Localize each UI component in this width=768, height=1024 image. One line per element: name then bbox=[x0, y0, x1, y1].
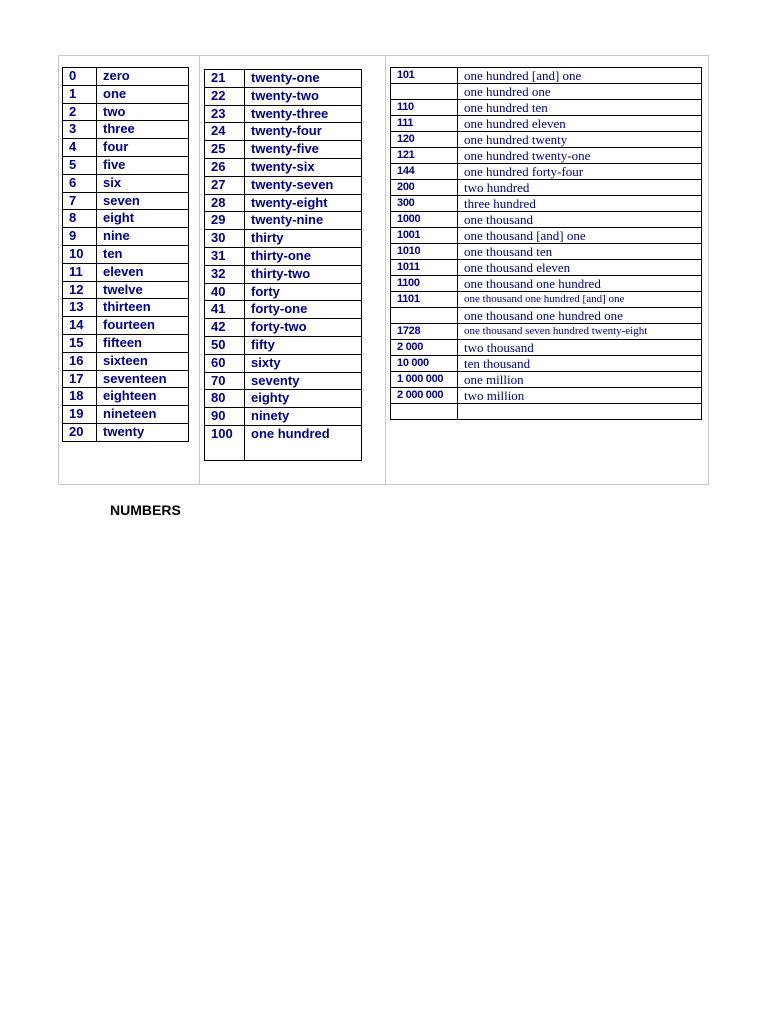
word-cell bbox=[458, 404, 702, 420]
number-cell: 13 bbox=[63, 299, 97, 317]
number-cell: 101 bbox=[391, 68, 458, 84]
word-cell: twenty-three bbox=[245, 105, 362, 123]
number-cell: 17 bbox=[63, 370, 97, 388]
word-cell: one hundred forty-four bbox=[458, 164, 702, 180]
word-cell: eight bbox=[97, 210, 189, 228]
number-cell: 10 000 bbox=[391, 356, 458, 372]
word-cell: one thousand one hundred one bbox=[458, 308, 702, 324]
number-cell: 80 bbox=[205, 390, 245, 408]
table-row bbox=[391, 116, 702, 132]
table-row bbox=[63, 139, 189, 157]
word-cell: twenty-one bbox=[245, 70, 362, 88]
table-row bbox=[205, 301, 362, 319]
word-cell: twenty-five bbox=[245, 141, 362, 159]
word-cell: ninety bbox=[245, 408, 362, 426]
table-row bbox=[63, 370, 189, 388]
word-cell: two hundred bbox=[458, 180, 702, 196]
table-row bbox=[391, 292, 702, 308]
number-cell: 30 bbox=[205, 230, 245, 248]
word-cell: eleven bbox=[97, 263, 189, 281]
table-row bbox=[205, 212, 362, 230]
numbers-table-0-20 bbox=[62, 67, 189, 442]
number-cell: 1000 bbox=[391, 212, 458, 228]
table-row bbox=[63, 85, 189, 103]
word-cell: twenty-six bbox=[245, 158, 362, 176]
word-cell: five bbox=[97, 156, 189, 174]
number-cell: 27 bbox=[205, 176, 245, 194]
word-cell: twenty-four bbox=[245, 123, 362, 141]
word-cell: thirty-two bbox=[245, 265, 362, 283]
number-cell: 21 bbox=[205, 70, 245, 88]
table-row bbox=[391, 244, 702, 260]
word-cell: one hundred bbox=[245, 425, 362, 460]
table-row bbox=[63, 281, 189, 299]
word-cell: one thousand seven hundred twenty-eight bbox=[458, 324, 702, 340]
word-cell: one hundred one bbox=[458, 84, 702, 100]
table-row bbox=[63, 352, 189, 370]
number-cell: 5 bbox=[63, 156, 97, 174]
table-row bbox=[205, 390, 362, 408]
page-title: NUMBERS bbox=[110, 502, 181, 518]
table-row bbox=[63, 388, 189, 406]
table-row bbox=[63, 192, 189, 210]
number-cell: 14 bbox=[63, 317, 97, 335]
number-cell: 121 bbox=[391, 148, 458, 164]
table-row bbox=[63, 68, 189, 86]
number-cell: 100 bbox=[205, 425, 245, 460]
table-row bbox=[391, 164, 702, 180]
word-cell: fifty bbox=[245, 336, 362, 354]
word-cell: one thousand [and] one bbox=[458, 228, 702, 244]
number-cell: 16 bbox=[63, 352, 97, 370]
table-row bbox=[63, 228, 189, 246]
word-cell: seventy bbox=[245, 372, 362, 390]
table-row bbox=[63, 245, 189, 263]
number-cell: 18 bbox=[63, 388, 97, 406]
table-row bbox=[391, 276, 702, 292]
number-cell: 111 bbox=[391, 116, 458, 132]
number-cell: 32 bbox=[205, 265, 245, 283]
number-cell: 7 bbox=[63, 192, 97, 210]
table-row bbox=[205, 230, 362, 248]
numbers-table-21-100 bbox=[204, 69, 362, 461]
table-row bbox=[205, 265, 362, 283]
word-cell: fifteen bbox=[97, 334, 189, 352]
table-row bbox=[205, 336, 362, 354]
number-cell: 10 bbox=[63, 245, 97, 263]
number-cell bbox=[391, 308, 458, 324]
number-cell bbox=[391, 84, 458, 100]
word-cell: one thousand eleven bbox=[458, 260, 702, 276]
word-cell: forty-two bbox=[245, 319, 362, 337]
number-cell: 12 bbox=[63, 281, 97, 299]
number-cell: 1101 bbox=[391, 292, 458, 308]
table-row bbox=[205, 194, 362, 212]
table-row bbox=[391, 212, 702, 228]
table-row bbox=[63, 121, 189, 139]
table-row bbox=[391, 308, 702, 324]
table-row bbox=[391, 100, 702, 116]
table-row bbox=[391, 148, 702, 164]
word-cell: twenty-two bbox=[245, 87, 362, 105]
number-cell: 120 bbox=[391, 132, 458, 148]
number-cell: 200 bbox=[391, 180, 458, 196]
word-cell: one thousand one hundred [and] one bbox=[458, 292, 702, 308]
word-cell: four bbox=[97, 139, 189, 157]
word-cell: two thousand bbox=[458, 340, 702, 356]
number-cell: 144 bbox=[391, 164, 458, 180]
word-cell: sixteen bbox=[97, 352, 189, 370]
table-row bbox=[391, 228, 702, 244]
number-cell: 1001 bbox=[391, 228, 458, 244]
number-cell: 26 bbox=[205, 158, 245, 176]
word-cell: twenty-nine bbox=[245, 212, 362, 230]
table-row bbox=[205, 176, 362, 194]
number-cell: 23 bbox=[205, 105, 245, 123]
number-cell: 24 bbox=[205, 123, 245, 141]
word-cell: forty bbox=[245, 283, 362, 301]
table-row bbox=[391, 404, 702, 420]
number-cell: 28 bbox=[205, 194, 245, 212]
table-row bbox=[205, 87, 362, 105]
word-cell: one hundred twenty-one bbox=[458, 148, 702, 164]
number-cell: 60 bbox=[205, 354, 245, 372]
table-row bbox=[63, 317, 189, 335]
number-cell: 70 bbox=[205, 372, 245, 390]
table-row bbox=[205, 319, 362, 337]
word-cell: one hundred [and] one bbox=[458, 68, 702, 84]
word-cell: three hundred bbox=[458, 196, 702, 212]
word-cell: six bbox=[97, 174, 189, 192]
word-cell: twenty bbox=[97, 423, 189, 441]
number-cell: 2 000 bbox=[391, 340, 458, 356]
numbers-table-101-plus bbox=[390, 67, 702, 420]
number-cell: 40 bbox=[205, 283, 245, 301]
word-cell: seventeen bbox=[97, 370, 189, 388]
number-cell: 25 bbox=[205, 141, 245, 159]
table-row bbox=[205, 105, 362, 123]
table-row bbox=[63, 156, 189, 174]
word-cell: one hundred eleven bbox=[458, 116, 702, 132]
number-cell: 110 bbox=[391, 100, 458, 116]
word-cell: thirty bbox=[245, 230, 362, 248]
column-divider bbox=[385, 55, 386, 485]
word-cell: two bbox=[97, 103, 189, 121]
number-cell: 2 bbox=[63, 103, 97, 121]
table-row bbox=[391, 68, 702, 84]
word-cell: one thousand ten bbox=[458, 244, 702, 260]
word-cell: ten bbox=[97, 245, 189, 263]
word-cell: one million bbox=[458, 372, 702, 388]
table-row bbox=[205, 70, 362, 88]
number-cell: 15 bbox=[63, 334, 97, 352]
word-cell: nineteen bbox=[97, 406, 189, 424]
table-row bbox=[205, 408, 362, 426]
number-cell: 1728 bbox=[391, 324, 458, 340]
number-cell: 29 bbox=[205, 212, 245, 230]
table-row bbox=[63, 103, 189, 121]
number-cell: 1010 bbox=[391, 244, 458, 260]
table-row bbox=[391, 372, 702, 388]
number-cell: 50 bbox=[205, 336, 245, 354]
word-cell: ten thousand bbox=[458, 356, 702, 372]
table-row bbox=[391, 132, 702, 148]
word-cell: zero bbox=[97, 68, 189, 86]
table-row bbox=[391, 260, 702, 276]
word-cell: twenty-seven bbox=[245, 176, 362, 194]
word-cell: nine bbox=[97, 228, 189, 246]
table-row bbox=[63, 263, 189, 281]
table-row bbox=[205, 123, 362, 141]
table-row bbox=[63, 299, 189, 317]
table-row bbox=[391, 356, 702, 372]
number-cell: 41 bbox=[205, 301, 245, 319]
number-cell: 2 000 000 bbox=[391, 388, 458, 404]
table-row bbox=[391, 196, 702, 212]
word-cell: eighteen bbox=[97, 388, 189, 406]
table-row bbox=[391, 84, 702, 100]
number-cell: 4 bbox=[63, 139, 97, 157]
number-cell: 42 bbox=[205, 319, 245, 337]
word-cell: forty-one bbox=[245, 301, 362, 319]
word-cell: twelve bbox=[97, 281, 189, 299]
number-cell: 20 bbox=[63, 423, 97, 441]
number-cell: 9 bbox=[63, 228, 97, 246]
table-row bbox=[63, 210, 189, 228]
number-cell: 8 bbox=[63, 210, 97, 228]
word-cell: fourteen bbox=[97, 317, 189, 335]
table-row bbox=[391, 180, 702, 196]
word-cell: one thousand bbox=[458, 212, 702, 228]
table-row bbox=[391, 388, 702, 404]
word-cell: one bbox=[97, 85, 189, 103]
number-cell: 90 bbox=[205, 408, 245, 426]
table-row bbox=[63, 334, 189, 352]
word-cell: eighty bbox=[245, 390, 362, 408]
table-row bbox=[391, 340, 702, 356]
word-cell: thirteen bbox=[97, 299, 189, 317]
column-divider bbox=[199, 55, 200, 485]
word-cell: one hundred twenty bbox=[458, 132, 702, 148]
word-cell: twenty-eight bbox=[245, 194, 362, 212]
number-cell: 1 bbox=[63, 85, 97, 103]
number-cell: 19 bbox=[63, 406, 97, 424]
table-row bbox=[63, 406, 189, 424]
number-cell bbox=[391, 404, 458, 420]
table-row bbox=[205, 372, 362, 390]
word-cell: thirty-one bbox=[245, 247, 362, 265]
table-row bbox=[205, 354, 362, 372]
number-cell: 3 bbox=[63, 121, 97, 139]
word-cell: two million bbox=[458, 388, 702, 404]
table-row bbox=[205, 283, 362, 301]
number-cell: 1 000 000 bbox=[391, 372, 458, 388]
table-row bbox=[63, 174, 189, 192]
word-cell: sixty bbox=[245, 354, 362, 372]
number-cell: 1100 bbox=[391, 276, 458, 292]
table-row bbox=[391, 324, 702, 340]
number-cell: 0 bbox=[63, 68, 97, 86]
table-row bbox=[205, 158, 362, 176]
number-cell: 31 bbox=[205, 247, 245, 265]
word-cell: seven bbox=[97, 192, 189, 210]
word-cell: one hundred ten bbox=[458, 100, 702, 116]
table-row bbox=[63, 423, 189, 441]
number-cell: 11 bbox=[63, 263, 97, 281]
table-row bbox=[205, 141, 362, 159]
table-row bbox=[205, 425, 362, 460]
table-row bbox=[205, 247, 362, 265]
number-cell: 1011 bbox=[391, 260, 458, 276]
word-cell: one thousand one hundred bbox=[458, 276, 702, 292]
number-cell: 22 bbox=[205, 87, 245, 105]
number-cell: 300 bbox=[391, 196, 458, 212]
number-cell: 6 bbox=[63, 174, 97, 192]
word-cell: three bbox=[97, 121, 189, 139]
